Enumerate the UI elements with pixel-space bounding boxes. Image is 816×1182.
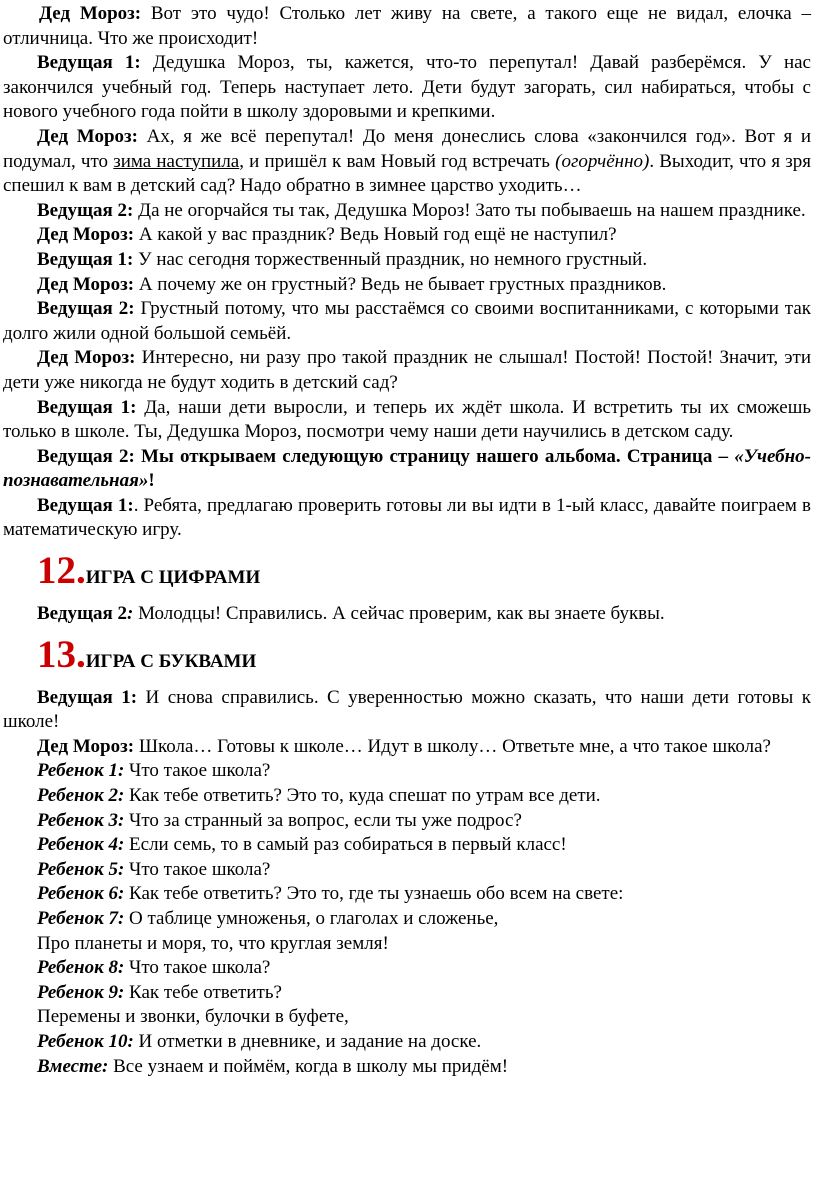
dialogue-line	[3, 445, 811, 494]
poem-line	[3, 907, 811, 932]
speaker-colon: :	[127, 603, 134, 625]
speaker-name: Ведущая 1:	[37, 396, 137, 418]
dialogue-line	[3, 199, 811, 224]
dialogue-line	[3, 125, 811, 199]
child-speaker: Ребенок 8:	[37, 957, 125, 979]
game-number: 12.	[37, 549, 86, 593]
poem-text: Как тебе ответить?	[124, 981, 282, 1003]
poem-line	[3, 833, 811, 858]
poem-line	[3, 1005, 811, 1030]
dialogue-line	[3, 346, 811, 395]
line-text: , и пришёл к вам Новый год встречать	[239, 150, 556, 172]
line-text: У нас сегодня торжественный праздник, но немного грустный.	[133, 248, 648, 270]
dialogue-line	[3, 273, 811, 298]
game-title: ИГРА С БУКВАМИ	[85, 650, 257, 672]
line-text: А какой у вас праздник? Ведь Новый год ещё не наступил?	[134, 224, 617, 246]
album-page-name: «Учебно-познавательная»	[3, 445, 811, 492]
speaker-name: Ведущая 1:	[37, 686, 138, 708]
child-speaker: Вместе:	[37, 1055, 109, 1077]
exclamation: !	[148, 470, 155, 492]
poem-line	[3, 858, 811, 883]
dialogue-line	[3, 602, 811, 627]
poem-text: Как тебе ответить? Это то, куда спешат по утрам все дети.	[124, 785, 601, 807]
game-heading-13	[37, 632, 811, 682]
speaker-name: Ведущая 1:	[37, 494, 134, 516]
poem-line	[3, 956, 811, 981]
child-speaker: Ребенок 9:	[37, 981, 125, 1003]
line-text: А почему же он грустный? Ведь не бывает грустных праздников.	[134, 273, 667, 295]
poem-line	[3, 759, 811, 784]
speaker-name: Дед Мороз:	[39, 3, 142, 24]
dialogue-line	[3, 686, 811, 735]
child-speaker: Ребенок 3:	[37, 809, 125, 831]
poem-text: О таблице умноженья, о глаголах и сложенье,	[124, 908, 499, 929]
dialogue-line	[3, 51, 811, 125]
dialogue-line	[3, 494, 811, 543]
dialogue-line	[3, 2, 811, 51]
poem-text: Если семь, то в самый раз собираться в первый класс!	[124, 834, 567, 856]
poem-line	[3, 809, 811, 834]
line-text: . Выходит, что я зря спешил к вам в детский сад? Надо обратно в зимнее царство уходить…	[3, 150, 811, 197]
child-speaker: Ребенок 7:	[37, 908, 125, 929]
line-text: Да не огорчайся ты так, Дедушка Мороз! Зато ты побываешь на нашем празднике.	[133, 199, 806, 221]
poem-line	[3, 981, 811, 1006]
line-text: . Ребята, предлагаю проверить готовы ли вы идти в 1-ый класс, давайте поиграем в математическую игру.	[3, 494, 811, 541]
poem-text: Как тебе ответить? Это то, где ты узнаешь обо всем на свете:	[124, 883, 624, 905]
line-text: Школа… Готовы к школе… Идут в школу… Ответьте мне, а что такое школа?	[134, 735, 771, 757]
game-title: ИГРА С ЦИФРАМИ	[85, 567, 261, 589]
child-speaker: Ребенок 10:	[37, 1030, 134, 1052]
speaker-name: Ведущая 2:	[37, 199, 134, 221]
dialogue-line	[3, 297, 811, 346]
speaker-name: Дед Мороз:	[37, 125, 138, 147]
poem-text: Что такое школа?	[124, 858, 271, 880]
speaker-name: Ведущая 2	[37, 603, 128, 625]
child-speaker: Ребенок 2:	[37, 785, 125, 807]
speaker-name: Ведущая 1:	[37, 248, 134, 270]
game-number: 13.	[37, 632, 86, 676]
underlined-text: зима наступила	[113, 150, 240, 172]
poem-text: И отметки в дневнике, и задание на доске.	[133, 1030, 482, 1052]
child-speaker: Ребенок 4:	[37, 834, 125, 856]
dialogue-line	[3, 396, 811, 445]
poem-text: Перемены и звонки, булочки в буфете,	[37, 1006, 349, 1028]
dialogue-line	[3, 248, 811, 273]
dialogue-line	[3, 735, 811, 760]
poem-line	[3, 1055, 811, 1080]
line-text: Дедушка Мороз, ты, кажется, что-то перепутал! Давай разберёмся. У нас закончился учебный год. Теперь наступает лето. Дети будут загорать, сил набираться, чтобы с нового учебного года пойти в школу здоровыми и крепкими.	[3, 52, 811, 123]
poem-text: Что за странный за вопрос, если ты уже подрос?	[124, 809, 522, 831]
poem-line	[3, 882, 811, 907]
line-text: Ах, я же всё перепутал! До меня донеслись слова «закончился год». Вот я и подумал, что	[3, 125, 812, 172]
speaker-name: Дед Мороз:	[37, 735, 135, 757]
poem-line	[3, 784, 811, 809]
poem-line	[3, 1030, 811, 1055]
poem-text: Что такое школа?	[124, 957, 271, 979]
poem-text: Про планеты и моря, то, что круглая земля!	[37, 932, 389, 954]
line-text: Интересно, ни разу про такой праздник не слышал! Постой! Постой! Значит, эти дети уже никогда не будут ходить в детский сад?	[3, 347, 811, 393]
child-speaker: Ребенок 5:	[37, 858, 125, 880]
speaker-name: Ведущая 2:	[37, 298, 135, 320]
child-speaker: Ребенок 6:	[37, 883, 125, 905]
stage-direction: (огорчённо)	[555, 150, 650, 172]
speaker-name: Дед Мороз:	[37, 347, 136, 369]
game-heading-12	[37, 551, 811, 598]
announcement-text: Мы открываем следующую страницу нашего альбома. Страница –	[134, 445, 735, 467]
speaker-name: Дед Мороз:	[37, 273, 135, 295]
poem-line	[3, 932, 811, 957]
dialogue-line	[3, 223, 811, 248]
line-text: И снова справились. С уверенностью можно сказать, что наши дети готовы к школе!	[3, 686, 811, 733]
speaker-name: Дед Мороз:	[37, 224, 135, 246]
poem-text: Все узнаем и поймём, когда в школу мы придём!	[108, 1055, 509, 1077]
line-text: Молодцы! Справились. А сейчас проверим, как вы знаете буквы.	[133, 603, 665, 625]
line-text: Вот это чудо! Столько лет живу на свете, а такого еще не видал, елочка – отличница. Что же происходит!	[3, 3, 811, 49]
poem-text: Что такое школа?	[124, 760, 271, 782]
speaker-name: Ведущая 2:	[37, 445, 135, 467]
line-text: Да, наши дети выросли, и теперь их ждёт школа. И встретить ты их сможешь только в школе. Ты, Дедушка Мороз, посмотри чему наши дети научились в детском саду.	[3, 396, 811, 443]
child-speaker: Ребенок 1:	[37, 760, 125, 782]
speaker-name: Ведущая 1:	[37, 52, 141, 74]
line-text: Грустный потому, что мы расстаёмся со своими воспитанниками, с которыми так долго жили одной большой семьёй.	[3, 298, 811, 344]
